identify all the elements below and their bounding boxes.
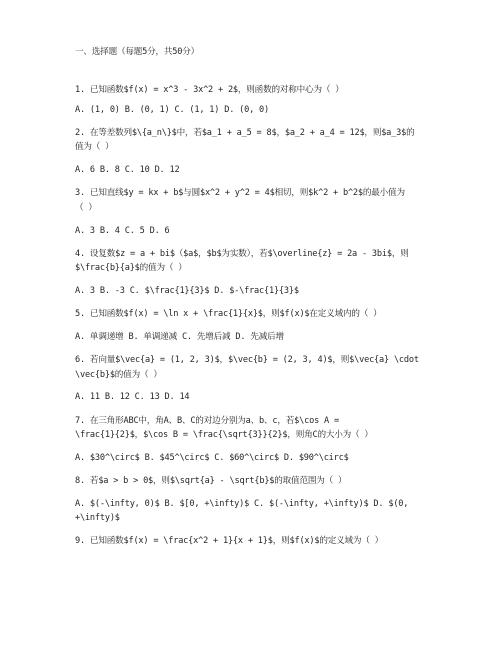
q5-options: A. 单调递增 B. 单调递减 C. 先增后减 D. 先减后增 — [75, 332, 284, 342]
q4-stem-line1: 4. 设复数$z = a + bi$（$a$，$b$为实数），若$\overline{z} = 2a - 3bi$，则 — [75, 249, 409, 259]
q2-options: A. 6 B. 8 C. 10 D. 12 — [75, 165, 180, 175]
q2-stem-line1: 2. 在等差数列$\{a_n\}$中，若$a_1 + a_5 = 8$，$a_2 + a_4 = 12$，则$a_3$的 — [75, 128, 415, 138]
q6-stem-line1: 6. 若向量$\vec{a} = (1, 2, 3)$，$\vec{b} = (2, 3, 4)$，则$\vec{a} \cdot — [75, 355, 419, 365]
q3-options: A. 3 B. 4 C. 5 D. 6 — [75, 226, 170, 236]
q7-stem-line2: \frac{1}{2}$，$\cos B = \frac{\sqrt{3}}{2}$，则角C的大小为（ ） — [75, 430, 373, 440]
q3-stem-line2: （ ） — [75, 203, 97, 213]
q4-options: A. 3 B. -3 C. $\frac{1}{3}$ D. $-\frac{1}{3}$ — [75, 286, 299, 296]
q3-stem-line1: 3. 已知直线$y = kx + b$与圆$x^2 + y^2 = 4$相切，则$k^2 + b^2$的最小值为 — [75, 188, 405, 198]
q7-options: A. $30^\circ$ B. $45^\circ$ C. $60^\circ$ D. $90^\circ$ — [75, 453, 349, 463]
q4-stem-line2: $\frac{b}{a}$的值为（ ） — [75, 263, 187, 273]
q8-stem: 8. 若$a > b > 0$，则$\sqrt{a} - \sqrt{b}$的取值范围为（ ） — [75, 476, 347, 486]
q6-options: A. 11 B. 12 C. 13 D. 14 — [75, 392, 190, 402]
q2-stem-line2: 值为（ ） — [75, 142, 114, 152]
q7-stem-line1: 7. 在三角形ABC中，角A、B、C的对边分别为a、b、c，若$\cos A = — [75, 416, 339, 426]
q6-stem-line2: \vec{b}$的值为（ ） — [75, 370, 162, 380]
q9-stem: 9. 已知函数$f(x) = \frac{x^2 + 1}{x + 1}$，则$f(x)$的定义域为（ ） — [75, 536, 384, 546]
q1-stem: 1. 已知函数$f(x) = x^3 - 3x^2 + 2$，则函数的对称中心为（ ） — [75, 85, 344, 95]
q8-options-line2: +\infty)$ — [75, 513, 120, 523]
q5-stem: 5. 已知函数$f(x) = \ln x + \frac{1}{x}$，则$f(x)$在定义域内的（ ） — [75, 309, 382, 319]
q1-options: A. (1, 0) B. (0, 1) C. (1, 1) D. (0, 0) — [75, 105, 269, 115]
section-title: 一、选择题（每题5分，共50分） — [75, 47, 200, 57]
q8-options-line1: A. $(-\infty, 0)$ B. $[0, +\infty)$ C. $(-\infty, +\infty)$ D. $(0, — [75, 499, 409, 509]
